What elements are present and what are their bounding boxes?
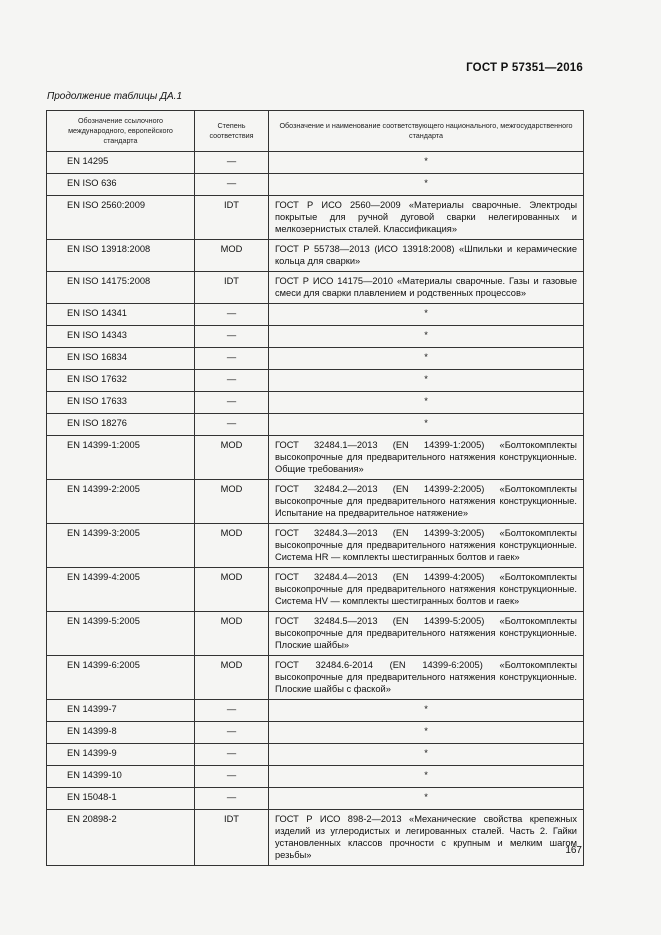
conformity-degree-cell: — <box>195 392 269 414</box>
table-row <box>47 348 584 370</box>
national-standard-cell: * <box>269 722 584 744</box>
reference-standard-cell: EN ISO 14343 <box>47 326 195 348</box>
table-row <box>47 766 584 788</box>
reference-standard-cell: EN 14399-9 <box>47 744 195 766</box>
column-header-reference: Обозначение ссылочного международного, европейского стандарта <box>47 111 195 152</box>
conformity-degree-cell: — <box>195 370 269 392</box>
national-standard-cell: * <box>269 348 584 370</box>
conformity-degree-cell: — <box>195 700 269 722</box>
national-standard-cell: * <box>269 744 584 766</box>
table-row <box>47 326 584 348</box>
reference-standard-cell: EN 14399-3:2005 <box>47 524 195 568</box>
table-row <box>47 414 584 436</box>
table-row <box>47 524 584 568</box>
table-row <box>47 304 584 326</box>
national-standard-cell: ГОСТ 32484.2—2013 (EN 14399-2:2005) «Болтокомплекты высокопрочные для предварительного натяжения конструкционные. Испытание на предварительное натяжение» <box>269 480 584 524</box>
conformity-degree-cell: MOD <box>195 612 269 656</box>
table-row <box>47 656 584 700</box>
table-row <box>47 272 584 304</box>
table-row <box>47 722 584 744</box>
table-row <box>47 196 584 240</box>
reference-standard-cell: EN ISO 14175:2008 <box>47 272 195 304</box>
national-standard-cell: ГОСТ Р ИСО 898-2—2013 «Механические свойства крепежных изделий из углеродистых и легированных сталей. Часть 2. Гайки установленных классов прочности с крупным и мелким шагом резьбы» <box>269 810 584 866</box>
national-standard-cell: ГОСТ Р ИСО 2560—2009 «Материалы сварочные. Электроды покрытые для ручной дуговой сварки нелегированных и мелкозернистых сталей. Классификация» <box>269 196 584 240</box>
conformity-degree-cell: IDT <box>195 810 269 866</box>
reference-standard-cell: EN 14295 <box>47 152 195 174</box>
reference-standard-cell: EN ISO 14341 <box>47 304 195 326</box>
column-header-degree: Степень соответствия <box>195 111 269 152</box>
reference-standard-cell: EN 14399-5:2005 <box>47 612 195 656</box>
table-row <box>47 392 584 414</box>
reference-standard-cell: EN 14399-8 <box>47 722 195 744</box>
national-standard-cell: * <box>269 152 584 174</box>
column-header-national: Обозначение и наименование соответствующего национального, межгосударственного стандарта <box>269 111 584 152</box>
conformity-degree-cell: MOD <box>195 436 269 480</box>
conformity-degree-cell: — <box>195 744 269 766</box>
conformity-degree-cell: — <box>195 304 269 326</box>
national-standard-cell: ГОСТ 32484.3—2013 (EN 14399-3:2005) «Болтокомплекты высокопрочные для предварительного натяжения конструкционные. Система HR — комплекты шестигранных болтов и гаек» <box>269 524 584 568</box>
national-standard-cell: ГОСТ 32484.1—2013 (EN 14399-1:2005) «Болтокомплекты высокопрочные для предварительного натяжения конструкционные. Общие требования» <box>269 436 584 480</box>
national-standard-cell: * <box>269 326 584 348</box>
conformity-degree-cell: — <box>195 152 269 174</box>
table-row <box>47 788 584 810</box>
table-row <box>47 240 584 272</box>
table-caption: Продолжение таблицы ДА.1 <box>47 91 183 102</box>
conformity-degree-cell: IDT <box>195 196 269 240</box>
conformity-degree-cell: MOD <box>195 568 269 612</box>
reference-standard-cell: EN ISO 2560:2009 <box>47 196 195 240</box>
national-standard-cell: * <box>269 788 584 810</box>
national-standard-cell: * <box>269 414 584 436</box>
national-standard-cell: ГОСТ Р ИСО 14175—2010 «Материалы сварочные. Газы и газовые смеси для сварки плавлением и родственных процессов» <box>269 272 584 304</box>
national-standard-cell: * <box>269 304 584 326</box>
national-standard-cell: ГОСТ 32484.6-2014 (EN 14399-6:2005) «Болтокомплекты высокопрочные для предварительного натяжения конструкционные. Плоские шайбы с фаской» <box>269 656 584 700</box>
table-row <box>47 152 584 174</box>
national-standard-cell: ГОСТ 32484.4—2013 (EN 14399-4:2005) «Болтокомплекты высокопрочные для предварительного натяжения конструкционные. Система HV — комплекты шестигранных болтов и гаек» <box>269 568 584 612</box>
national-standard-cell: * <box>269 766 584 788</box>
conformity-degree-cell: IDT <box>195 272 269 304</box>
reference-standard-cell: EN 14399-4:2005 <box>47 568 195 612</box>
conformity-degree-cell: — <box>195 326 269 348</box>
table-row <box>47 174 584 196</box>
national-standard-cell: * <box>269 392 584 414</box>
reference-standard-cell: EN 14399-10 <box>47 766 195 788</box>
national-standard-cell: ГОСТ 32484.5—2013 (EN 14399-5:2005) «Болтокомплекты высокопрочные для предварительного натяжения конструкционные. Плоские шайбы» <box>269 612 584 656</box>
table-body <box>47 152 584 866</box>
page-number: 167 <box>565 845 582 856</box>
table-row <box>47 700 584 722</box>
reference-standard-cell: EN 20898-2 <box>47 810 195 866</box>
conformity-degree-cell: MOD <box>195 480 269 524</box>
conformity-degree-cell: MOD <box>195 524 269 568</box>
standard-code: ГОСТ Р 57351—2016 <box>466 62 583 74</box>
conformity-degree-cell: — <box>195 788 269 810</box>
conformity-degree-cell: — <box>195 722 269 744</box>
reference-standard-cell: EN 14399-2:2005 <box>47 480 195 524</box>
conformity-degree-cell: — <box>195 174 269 196</box>
national-standard-cell: ГОСТ Р 55738—2013 (ИСО 13918:2008) «Шпильки и керамические кольца для сварки» <box>269 240 584 272</box>
reference-standard-cell: EN 14399-6:2005 <box>47 656 195 700</box>
table-row <box>47 568 584 612</box>
conformity-degree-cell: MOD <box>195 656 269 700</box>
table-row <box>47 480 584 524</box>
table-row <box>47 810 584 866</box>
national-standard-cell: * <box>269 700 584 722</box>
table-header-row <box>47 111 584 152</box>
conformity-degree-cell: MOD <box>195 240 269 272</box>
reference-standard-cell: EN ISO 18276 <box>47 414 195 436</box>
table-row <box>47 436 584 480</box>
reference-table <box>46 110 584 866</box>
reference-standard-cell: EN ISO 636 <box>47 174 195 196</box>
reference-standard-cell: EN ISO 17632 <box>47 370 195 392</box>
table-row <box>47 744 584 766</box>
reference-standard-cell: EN ISO 13918:2008 <box>47 240 195 272</box>
conformity-degree-cell: — <box>195 348 269 370</box>
reference-standard-cell: EN 14399-7 <box>47 700 195 722</box>
national-standard-cell: * <box>269 370 584 392</box>
national-standard-cell: * <box>269 174 584 196</box>
conformity-degree-cell: — <box>195 766 269 788</box>
reference-standard-cell: EN ISO 16834 <box>47 348 195 370</box>
reference-standard-cell: EN 14399-1:2005 <box>47 436 195 480</box>
reference-standard-cell: EN ISO 17633 <box>47 392 195 414</box>
reference-standard-cell: EN 15048-1 <box>47 788 195 810</box>
conformity-degree-cell: — <box>195 414 269 436</box>
table-row <box>47 370 584 392</box>
table-row <box>47 612 584 656</box>
